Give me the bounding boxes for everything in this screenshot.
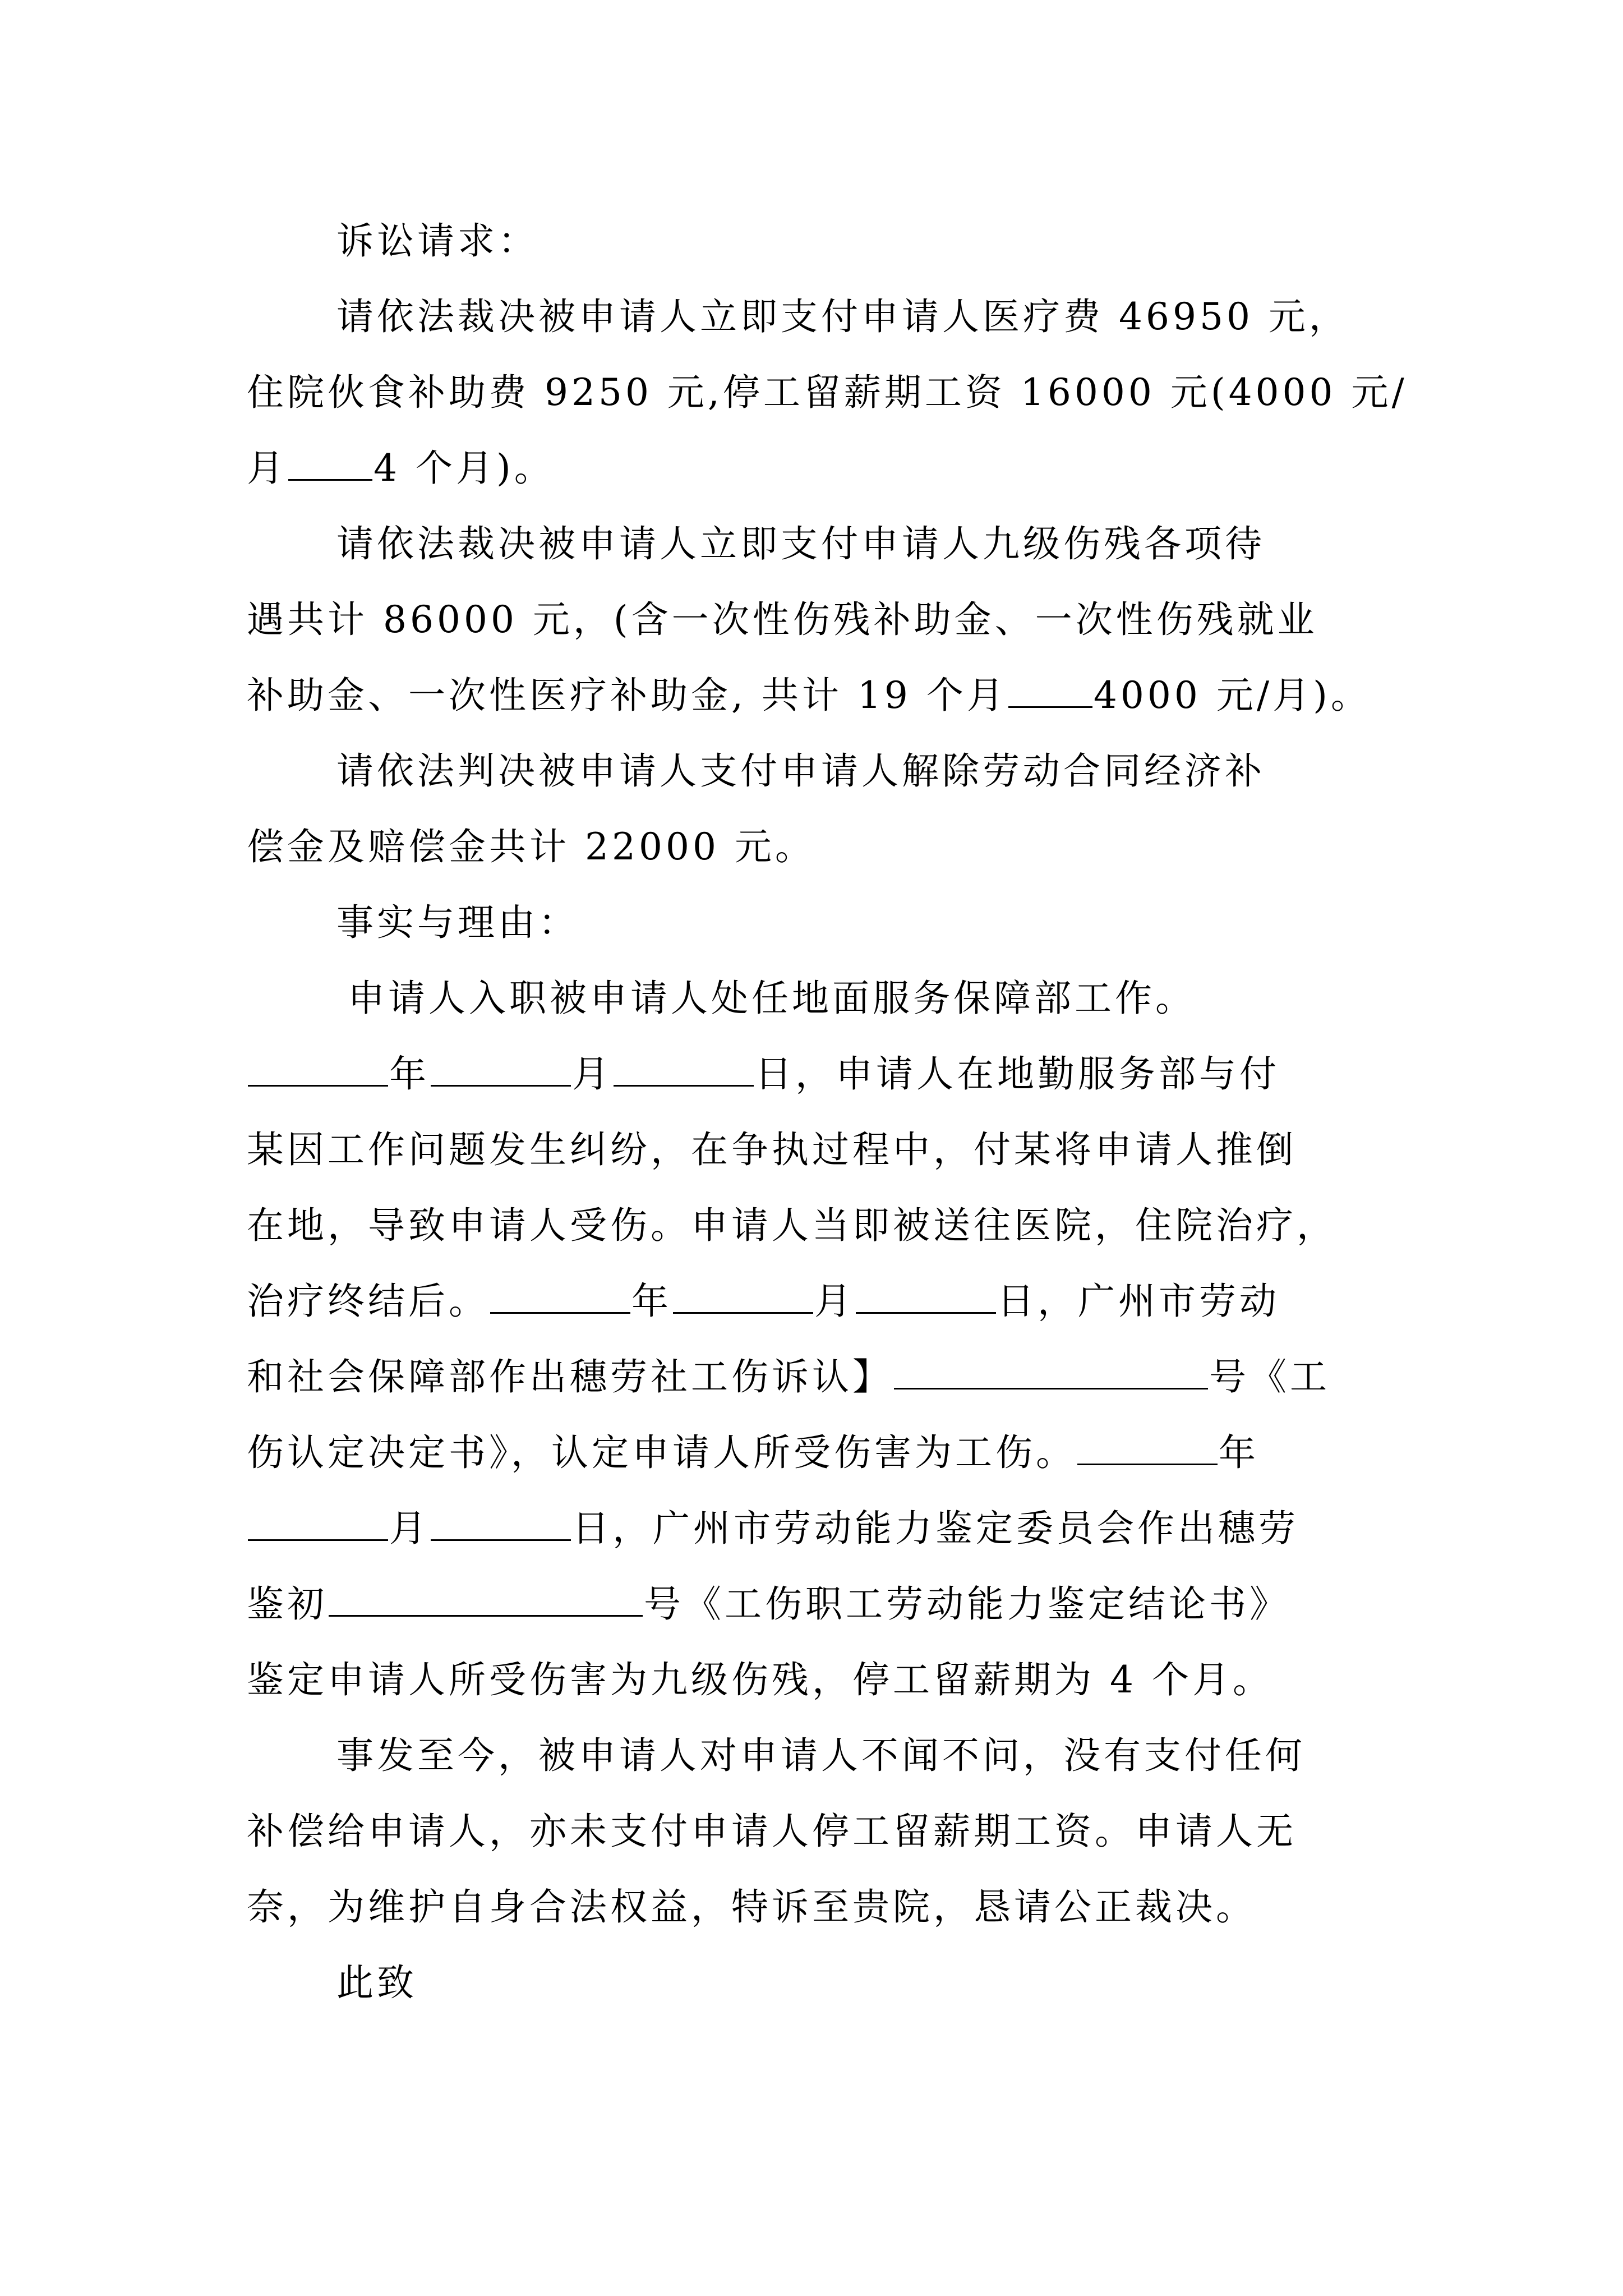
claim-1-line-3: [247, 443, 555, 494]
text-fragment: 日，广州市劳动能力鉴定委员会作出穗劳: [572, 1507, 1299, 1550]
claim-2-line-1: 请依法裁决被申请人立即支付申请人九级伤残各项待: [336, 522, 1265, 565]
facts-line-3: 某因工作问题发生纠纷，在争执过程中，付某将申请人推倒: [247, 1128, 1297, 1171]
facts-line-4: 在地，导致申请人受伤。申请人当即被送往医院，住院治疗，: [247, 1204, 1337, 1247]
blank-line: [856, 1280, 996, 1314]
text-fragment: 4 个月)。: [374, 447, 555, 490]
facts-line-6: [247, 1352, 1330, 1402]
blank-line: [248, 1507, 388, 1541]
blank-line: [248, 1052, 388, 1087]
claim-1-line-1: 请依法裁决被申请人立即支付申请人医疗费 46950 元，: [336, 295, 1349, 338]
blank-line: [329, 1582, 643, 1617]
facts-line-10: 鉴定申请人所受伤害为九级伤残，停工留薪期为 4 个月。: [247, 1658, 1273, 1701]
text-fragment: 年: [389, 1052, 430, 1096]
text-fragment: 号《工: [1209, 1355, 1330, 1398]
text-fragment: 治疗终结后。: [247, 1280, 489, 1323]
facts-para2-line-2: 补偿给申请人，亦未支付申请人停工留薪期工资。申请人无: [247, 1810, 1297, 1853]
text-fragment: 补助金、一次性医疗补助金, 共计 19 个月: [247, 674, 1007, 717]
blank-line: [431, 1507, 571, 1541]
blank-line: [673, 1280, 813, 1314]
facts-para2-line-1: 事发至今，被申请人对申请人不闻不问，没有支付任何: [336, 1734, 1306, 1777]
text-fragment: 号《工伤职工劳动能力鉴定结论书》: [644, 1582, 1290, 1626]
text-fragment: 年: [1219, 1431, 1259, 1474]
text-fragment: 月: [572, 1052, 612, 1096]
text-fragment: 鉴初: [247, 1582, 328, 1626]
claim-1-line-2: 住院伙食补助费 9250 元,停工留薪期工资 16000 元(4000 元/: [247, 371, 1408, 414]
text-fragment: 月: [814, 1280, 855, 1323]
text-fragment: 日，广州市劳动: [997, 1280, 1280, 1323]
text-fragment: 月: [247, 447, 287, 490]
text-fragment: 和社会保障部作出穗劳社工伤诉认】: [247, 1355, 893, 1398]
blank-line: [490, 1280, 630, 1314]
facts-line-9: [247, 1579, 1290, 1630]
heading-facts: 事实与理由：: [336, 901, 579, 944]
closing: 此致: [336, 1961, 417, 2004]
facts-line-8: [247, 1503, 1299, 1554]
facts-line-2: [247, 1049, 1280, 1099]
text-fragment: 4000 元/月)。: [1093, 674, 1371, 717]
claim-3-line-1: 请依法判决被申请人支付申请人解除劳动合同经济补: [336, 749, 1265, 793]
text-fragment: 年: [631, 1280, 672, 1323]
text-fragment: 月: [389, 1507, 430, 1550]
text-fragment: 伤认定决定书》，认定申请人所受伤害为工伤。: [247, 1431, 1076, 1474]
facts-line-1: 申请人入职被申请人处任地面服务保障部工作。: [348, 977, 1196, 1020]
blank-line: [614, 1052, 754, 1087]
heading-claims: 诉讼请求：: [336, 219, 538, 263]
blank-line: [431, 1052, 571, 1087]
facts-line-7: [247, 1428, 1259, 1478]
claim-2-line-3: [247, 670, 1371, 721]
blank-line: [1008, 674, 1092, 708]
claim-3-line-2: 偿金及赔偿金共计 22000 元。: [247, 825, 815, 868]
blank-line: [288, 447, 372, 481]
text-fragment: 日，申请人在地勤服务部与付: [755, 1052, 1280, 1096]
blank-line: [894, 1355, 1208, 1389]
claim-2-line-2: 遇共计 86000 元，(含一次性伤残补助金、一次性伤残就业: [247, 598, 1318, 641]
facts-para2-line-3: 奈，为维护自身合法权益，特诉至贵院，恳请公正裁决。: [247, 1885, 1256, 1929]
blank-line: [1077, 1431, 1218, 1465]
facts-line-5: [247, 1276, 1280, 1327]
